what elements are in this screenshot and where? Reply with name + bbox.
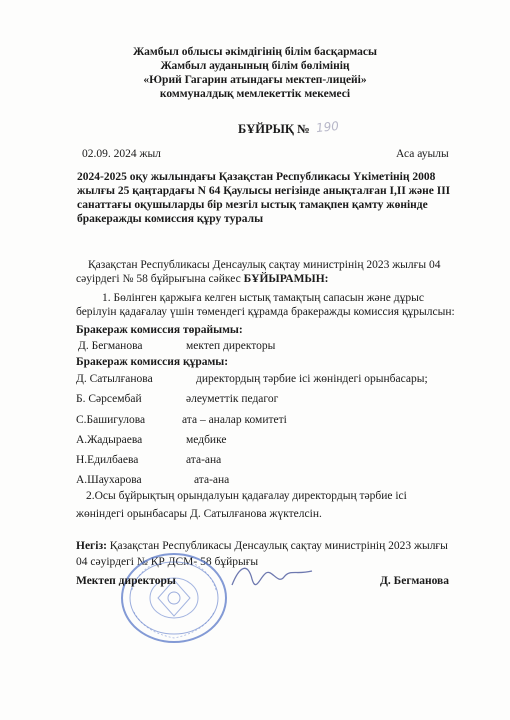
header-line-1: Жамбыл облысы әкімдігінің білім басқармасы (133, 46, 377, 58)
member-role: медбике (186, 434, 227, 446)
director-signature (226, 555, 318, 603)
member-name: А.Шаухарова (76, 474, 142, 486)
subject-line-2: жылғы 25 қаңтардағы N 64 Қаулысы негізінде анықталған I,II және III (77, 185, 451, 197)
preamble-command: БҰЙЫРАМЫН: (243, 273, 329, 285)
order-number-handwritten: 190 (315, 118, 340, 136)
header-line-2: Жамбыл ауданының білім бөлімінің (160, 60, 350, 72)
subject-line-3: санаттағы оқушыларды бір мезгіл ыстық тамақпен қамту жөнінде (77, 199, 428, 211)
item1-line-1: 1. Бөлінген қаржыға келген ыстық тамақтың сапасын және дұрыс (102, 292, 424, 304)
chair-role: мектеп директоры (186, 340, 276, 352)
signature-name: Д. Бегманова (380, 575, 449, 587)
chair-heading: Бракераж комиссия төрайымы: (76, 324, 243, 336)
member-name: А.Жадыраева (76, 434, 143, 446)
item2-line-2: жөніндегі орынбасары Д. Сатылғанова жүктелсін. (76, 508, 322, 520)
basis-text: Қазақстан Республикасы Денсаулық сақтау министрінің 2023 жылғы (106, 540, 448, 552)
basis-line-2: 04 сәуірдегі № ҚР ДСМ- 58 бұйрығы (76, 556, 259, 568)
member-role: директордың тәрбие ісі жөніндегі орынбасары; (196, 373, 428, 385)
member-role: ата-ана (186, 454, 222, 466)
member-role: әлеуметтік педагог (186, 393, 279, 405)
chair-name: Д. Бегманова (78, 340, 143, 352)
signature-position: Мектеп директоры (76, 575, 176, 587)
item2-line-1: 2.Осы бұйрықтың орындалуын қадағалау директордың тәрбие ісі (86, 490, 407, 502)
school-seal-stamp (118, 550, 230, 646)
subject-line-1: 2024-2025 оқу жылындағы Қазақстан Республикасы Үкіметінің 2008 (77, 171, 436, 183)
members-heading: Бракераж комиссия құрамы: (76, 356, 229, 368)
order-title: БҰЙРЫҚ № (238, 122, 310, 136)
header-line-3: «Юрий Гагарин атындағы мектеп-лицейі» (143, 74, 367, 86)
preamble-line-1: Қазақстан Республикасы Денсаулық сақтау министрінің 2023 жылғы 04 (88, 259, 441, 271)
order-place: Аса ауылы (396, 148, 449, 160)
header-line-4: коммуналдық мемлекеттік мекемесі (159, 88, 351, 100)
basis-label: Негіз: (76, 540, 107, 552)
subject-line-4: бракеражды комиссия құру туралы (77, 213, 264, 225)
preamble-line-2 (76, 273, 329, 286)
member-name: Н.Едилбаева (76, 454, 139, 466)
order-date: 02.09. 2024 жыл (82, 148, 161, 160)
item1-line-2: берілуін қадағалау үшін төмендегі құрамда бракеражды комиссия құрылсын: (76, 306, 455, 318)
member-name: Б. Сәрсембай (76, 393, 142, 405)
member-name: Д. Сатылғанова (76, 373, 153, 385)
member-role: ата – аналар комитеті (182, 414, 287, 426)
member-name: С.Башигулова (76, 414, 146, 426)
member-role: ата-ана (194, 474, 230, 486)
preamble-text: сәуірдегі № 58 бұйрығына сәйкес (76, 273, 244, 285)
